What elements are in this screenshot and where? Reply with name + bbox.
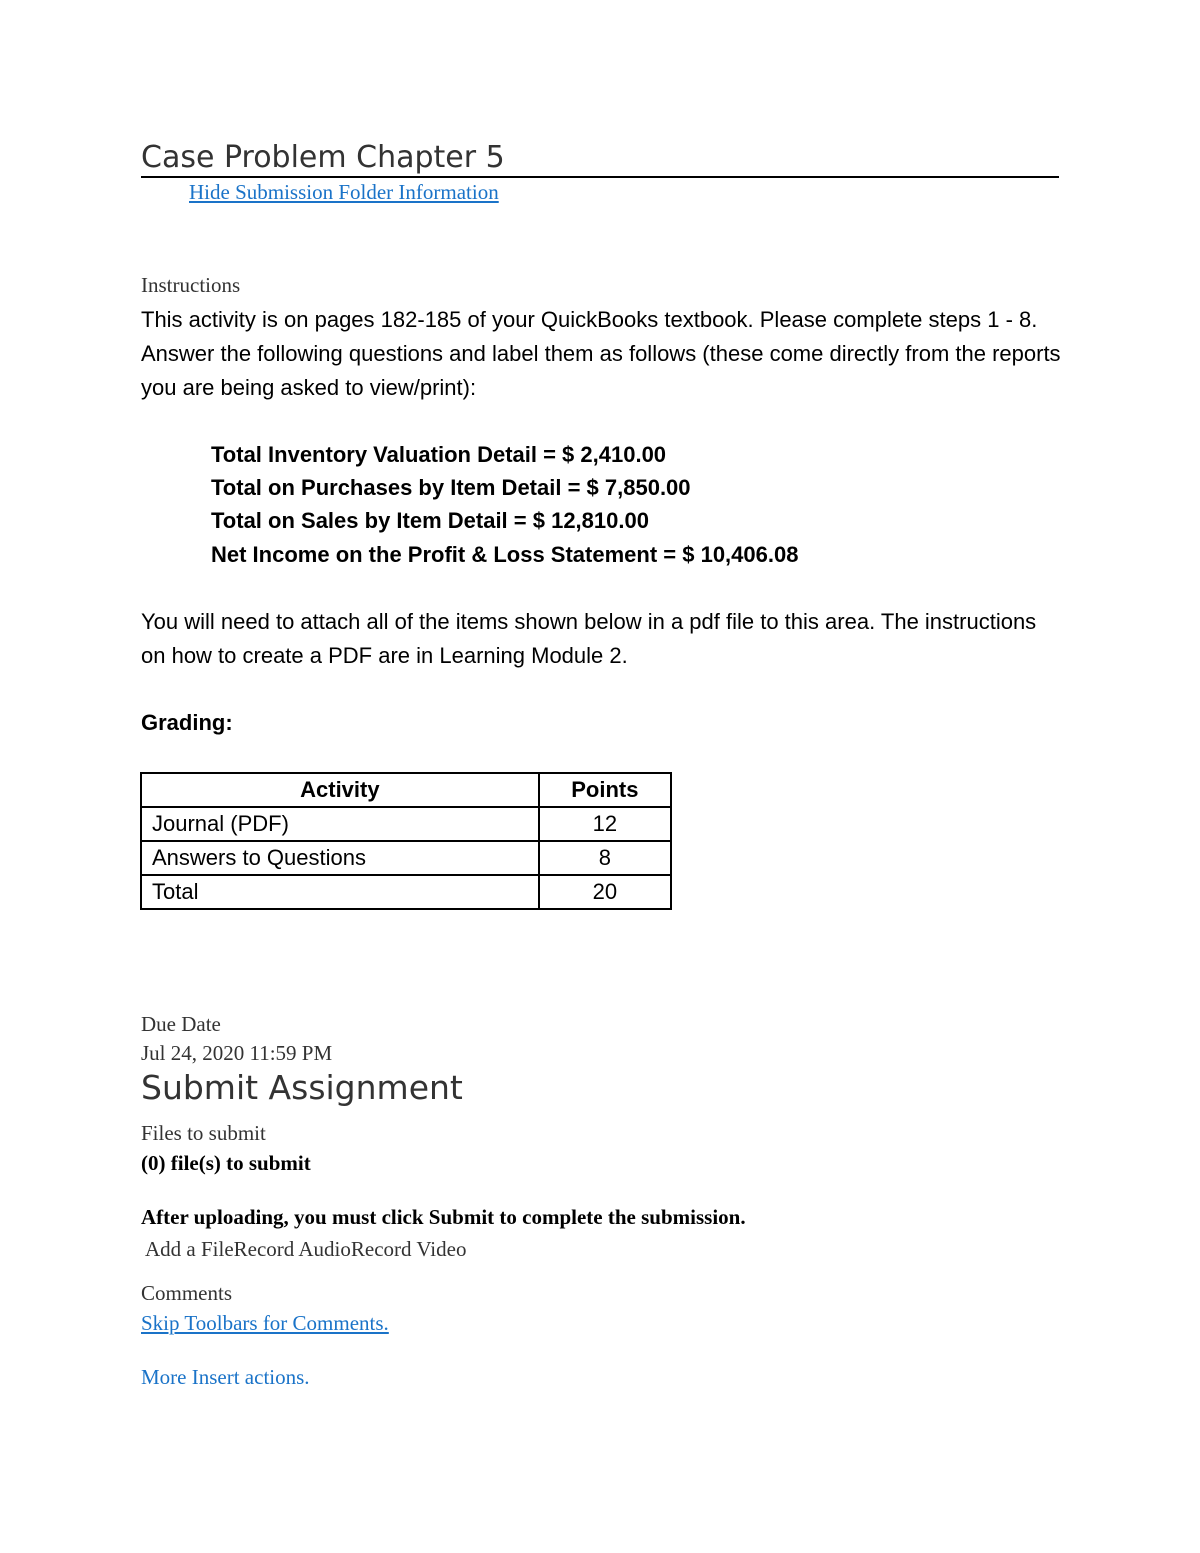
points-cell: 20: [539, 875, 671, 909]
attach-instructions-line: You will need to attach all of the items shown below in a pdf file to this area. The instructions: [141, 609, 1037, 634]
skip-toolbars-link[interactable]: Skip Toolbars for Comments.: [141, 1311, 389, 1335]
activity-cell: Journal (PDF): [141, 807, 539, 841]
answer-sales-by-item: Total on Sales by Item Detail = $ 12,810.00: [211, 508, 649, 533]
instructions-line: Answer the following questions and label them as follows (these come directly from the reports: [141, 341, 1061, 366]
due-date-value: Jul 24, 2020 11:59 PM: [141, 1041, 333, 1065]
column-header-points: Points: [539, 773, 671, 807]
column-header-activity: Activity: [141, 773, 539, 807]
attach-instructions-line: on how to create a PDF are in Learning Module 2.: [141, 643, 628, 668]
files-to-submit-label: Files to submit: [141, 1121, 266, 1145]
table-row: [141, 841, 671, 875]
instructions-line: you are being asked to view/print):: [141, 375, 477, 400]
submit-assignment-heading: Submit Assignment: [141, 1068, 463, 1107]
due-date-label: Due Date: [141, 1012, 221, 1036]
grading-label: Grading:: [141, 710, 233, 735]
table-row: [141, 875, 671, 909]
answer-inventory-valuation: Total Inventory Valuation Detail = $ 2,410.00: [211, 442, 667, 467]
title-divider: [141, 176, 1059, 178]
comments-label: Comments: [141, 1281, 233, 1305]
answer-net-income: Net Income on the Profit & Loss Statement = $ 10,406.08: [211, 542, 799, 567]
grading-table: [140, 772, 672, 910]
more-insert-actions-link[interactable]: More Insert actions.: [141, 1365, 310, 1389]
instructions-label: Instructions: [141, 273, 241, 297]
after-upload-notice: After uploading, you must click Submit to complete the submission.: [141, 1205, 746, 1229]
activity-cell: Total: [141, 875, 539, 909]
upload-actions[interactable]: Add a FileRecord AudioRecord Video: [145, 1237, 467, 1261]
page-title: Case Problem Chapter 5: [141, 140, 505, 175]
answer-purchases-by-item: Total on Purchases by Item Detail = $ 7,850.00: [211, 475, 691, 500]
activity-cell: Answers to Questions: [141, 841, 539, 875]
points-cell: 8: [539, 841, 671, 875]
instructions-line: This activity is on pages 182-185 of your QuickBooks textbook. Please complete steps 1 - 8.: [141, 307, 1038, 332]
hide-submission-folder-link[interactable]: Hide Submission Folder Information: [189, 180, 499, 204]
points-cell: 12: [539, 807, 671, 841]
table-header-row: [141, 773, 671, 807]
table-row: [141, 807, 671, 841]
files-count: (0) file(s) to submit: [141, 1151, 311, 1175]
